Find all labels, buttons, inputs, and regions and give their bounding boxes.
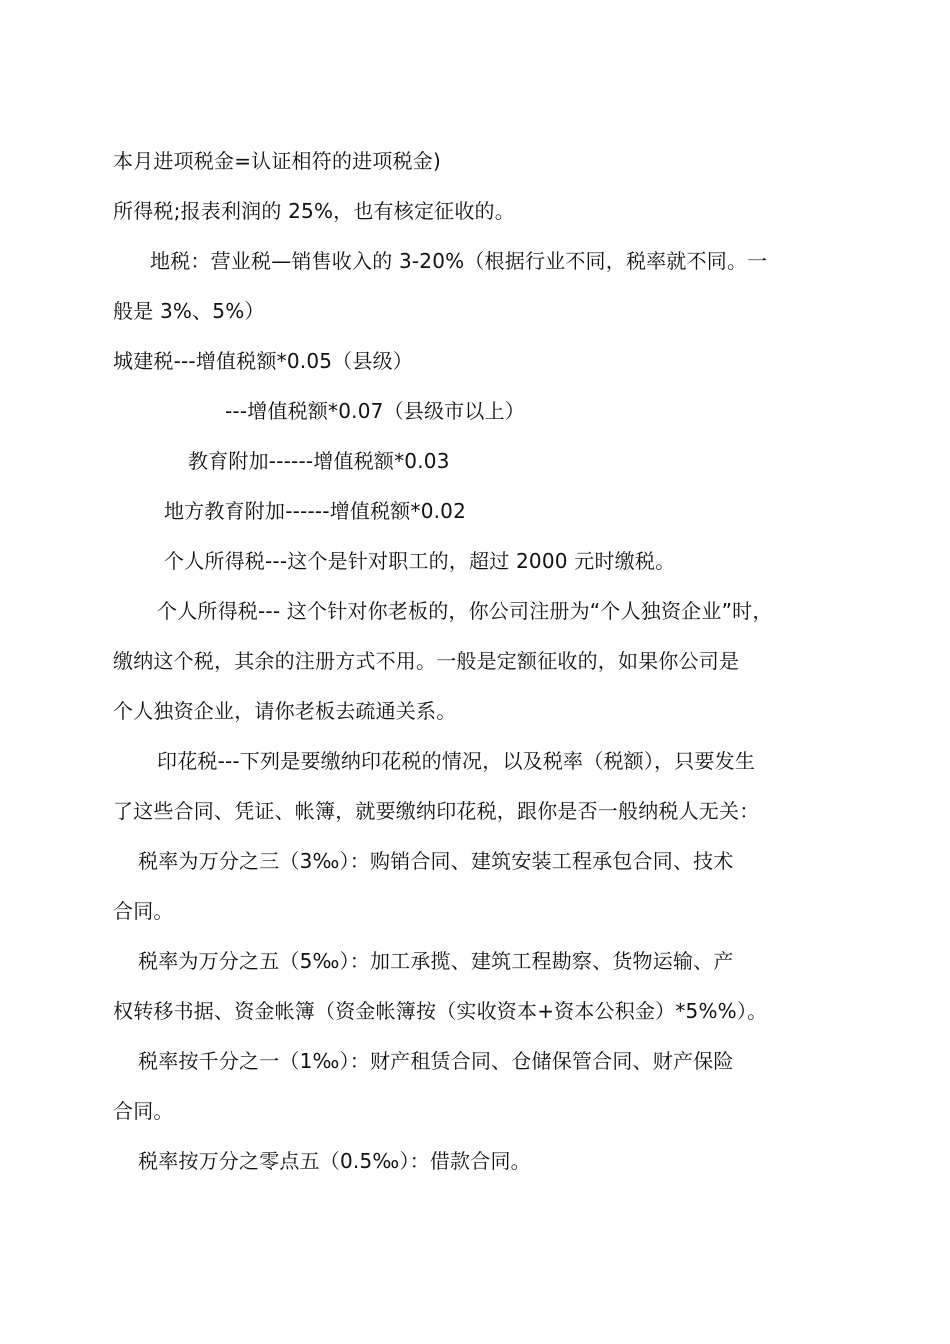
text-line-8: 地方教育附加------增值税额*0.02 (164, 499, 467, 523)
text-line-5: 城建税---增值税额*0.05（县级） (113, 349, 413, 373)
text-line-12: 个人独资企业，请你老板去疏通关系。 (113, 699, 457, 723)
text-line-1: 本月进项税金=认证相符的进项税金) (113, 149, 441, 173)
text-line-18: 权转移书据、资金帐簿（资金帐簿按（实收资本+资本公积金）*5%%）。 (113, 999, 768, 1023)
text-line-20: 合同。 (113, 1099, 174, 1123)
text-line-13: 印花税---下列是要缴纳印花税的情况，以及税率（税额），只要发生 (157, 749, 756, 773)
text-line-6: ---增值税额*0.07（县级市以上） (225, 399, 525, 423)
text-line-9: 个人所得税---这个是针对职工的，超过 2000 元时缴税。 (164, 549, 676, 573)
text-line-14: 了这些合同、凭证、帐簿，就要缴纳印花税，跟你是否一般纳税人无关： (113, 799, 760, 823)
text-line-17: 税率为万分之五（5‰）：加工承揽、建筑工程勘察、货物运输、产 (138, 949, 734, 973)
text-line-7: 教育附加------增值税额*0.03 (188, 449, 450, 473)
text-line-2: 所得税;报表利润的 25%，也有核定征收的。 (113, 199, 515, 223)
text-line-21: 税率按万分之零点五（0.5‰）：借款合同。 (138, 1149, 531, 1173)
text-line-15: 税率为万分之三（3‰）：购销合同、建筑安装工程承包合同、技术 (138, 849, 734, 873)
text-line-11: 缴纳这个税，其余的注册方式不用。一般是定额征收的，如果你公司是 (113, 649, 740, 673)
text-line-19: 税率按千分之一（1‰）：财产租赁合同、仓储保管合同、财产保险 (138, 1049, 734, 1073)
text-line-3: 地税：营业税—销售收入的 3-20%（根据行业不同，税率就不同。一 (150, 249, 768, 273)
text-line-16: 合同。 (113, 899, 174, 923)
text-line-10: 个人所得税--- 这个针对你老板的，你公司注册为“个人独资企业”时， (157, 599, 773, 623)
text-line-4: 般是 3%、5%） (113, 299, 265, 323)
